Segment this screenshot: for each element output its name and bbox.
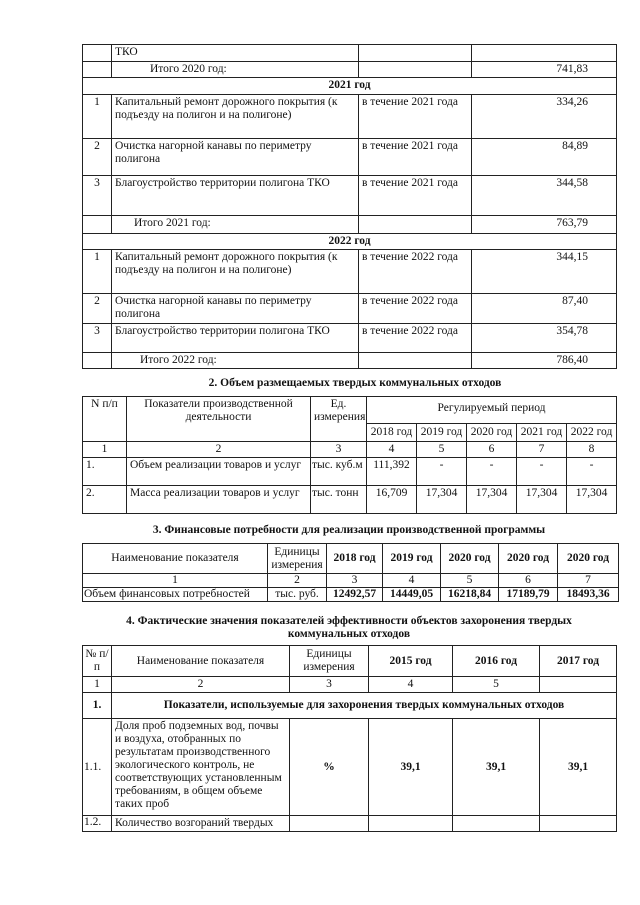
header-row [83,397,617,424]
table-row: 3 Благоустройство территории полигона ТКО в течение 2022 года 354,78 [83,324,617,353]
heading-line-2: коммунальных отходов [287,628,411,640]
table-row: 3 Благоустройство территории полигона ТКО в течение 2021 года 344,58 [83,176,617,216]
year-row [83,78,617,95]
row-name: ТКО [112,45,359,62]
financial-needs-table [82,543,619,602]
header-row: Наименование показателя Единицы измерения 2018 год 2019 год 2020 год 2020 год 2020 год [83,544,619,574]
section-heading-3: 3. Финансовые потребности для реализации производственной программы [152,524,546,536]
total-label: Итого 2020 год: [112,62,359,78]
waste-volume-table [82,396,617,514]
program-table [82,44,617,369]
total-value: 741,83 [472,62,617,78]
section-heading-2: 2. Объем размещаемых твердых коммунальных отходов [208,377,502,389]
section-row: 1. Показатели, используемые для захоронения твердых коммунальных отходов [83,693,617,719]
period-header: Регулируемый период [367,397,617,424]
table-row: 1 Капитальный ремонт дорожного покрытия (к подъезду на полигон и на полигоне) в течение 2022 года 344,15 [83,250,617,294]
table-row: 1.2. Количество возгораний твердых [83,816,617,832]
table-row [83,45,617,62]
year-row: 2022 год [83,234,617,250]
table-row: Объем финансовых потребностей тыс. руб. 12492,57 14449,05 16218,84 17189,79 18493,36 [83,588,619,602]
column-numbers-row: 1 2 3 4 5 6 7 [83,574,619,588]
table-row: 1 Капитальный ремонт дорожного покрытия (к подъезду на полигон и на полигоне) в течение 2021 года 334,26 [83,95,617,139]
heading-line-1: 4. Фактические значения показателей эффективности объектов захоронения твердых [126,615,572,627]
col-unit-header: Ед. измерения [311,397,367,442]
column-numbers-row: 1 2 3 4 5 [83,677,617,693]
table-row: 2. Масса реализации товаров и услуг тыс. тонн 16,709 17,304 17,304 17,304 17,304 [83,486,617,514]
total-row [83,62,617,78]
col-name-header: Показатели производственной деятельности [127,397,311,442]
table-row: 1.1. Доля проб подземных вод, почвы и воздуха, отобранных по результатам производственного экологического контроль, не соответствующих установленным требованиям, в общем объеме таких проб % 39,1 39,1 39,1 [83,719,617,816]
table-row: 1. Объем реализации товаров и услуг тыс. куб.м 111,392 - - - - [83,458,617,486]
efficiency-table [82,645,617,832]
total-row: Итого 2021 год: 763,79 [83,216,617,234]
header-row: 2018 год 2019 год 2020 год 2021 год 2022 год [83,424,617,442]
col-num-header: N п/п [83,397,127,442]
header-row: № п/п Наименование показателя Единицы измерения 2015 год 2016 год 2017 год [83,646,617,677]
section-heading-4 [82,615,616,641]
total-row: Итого 2022 год: 786,40 [83,353,617,369]
table-row: 2 Очистка нагорной канавы по периметру полигона в течение 2022 года 87,40 [83,294,617,324]
column-numbers-row: 1 2 3 4 5 6 7 8 [83,442,617,458]
year-label: 2021 год [83,78,617,95]
table-row: 2 Очистка нагорной канавы по периметру полигона в течение 2021 года 84,89 [83,139,617,176]
